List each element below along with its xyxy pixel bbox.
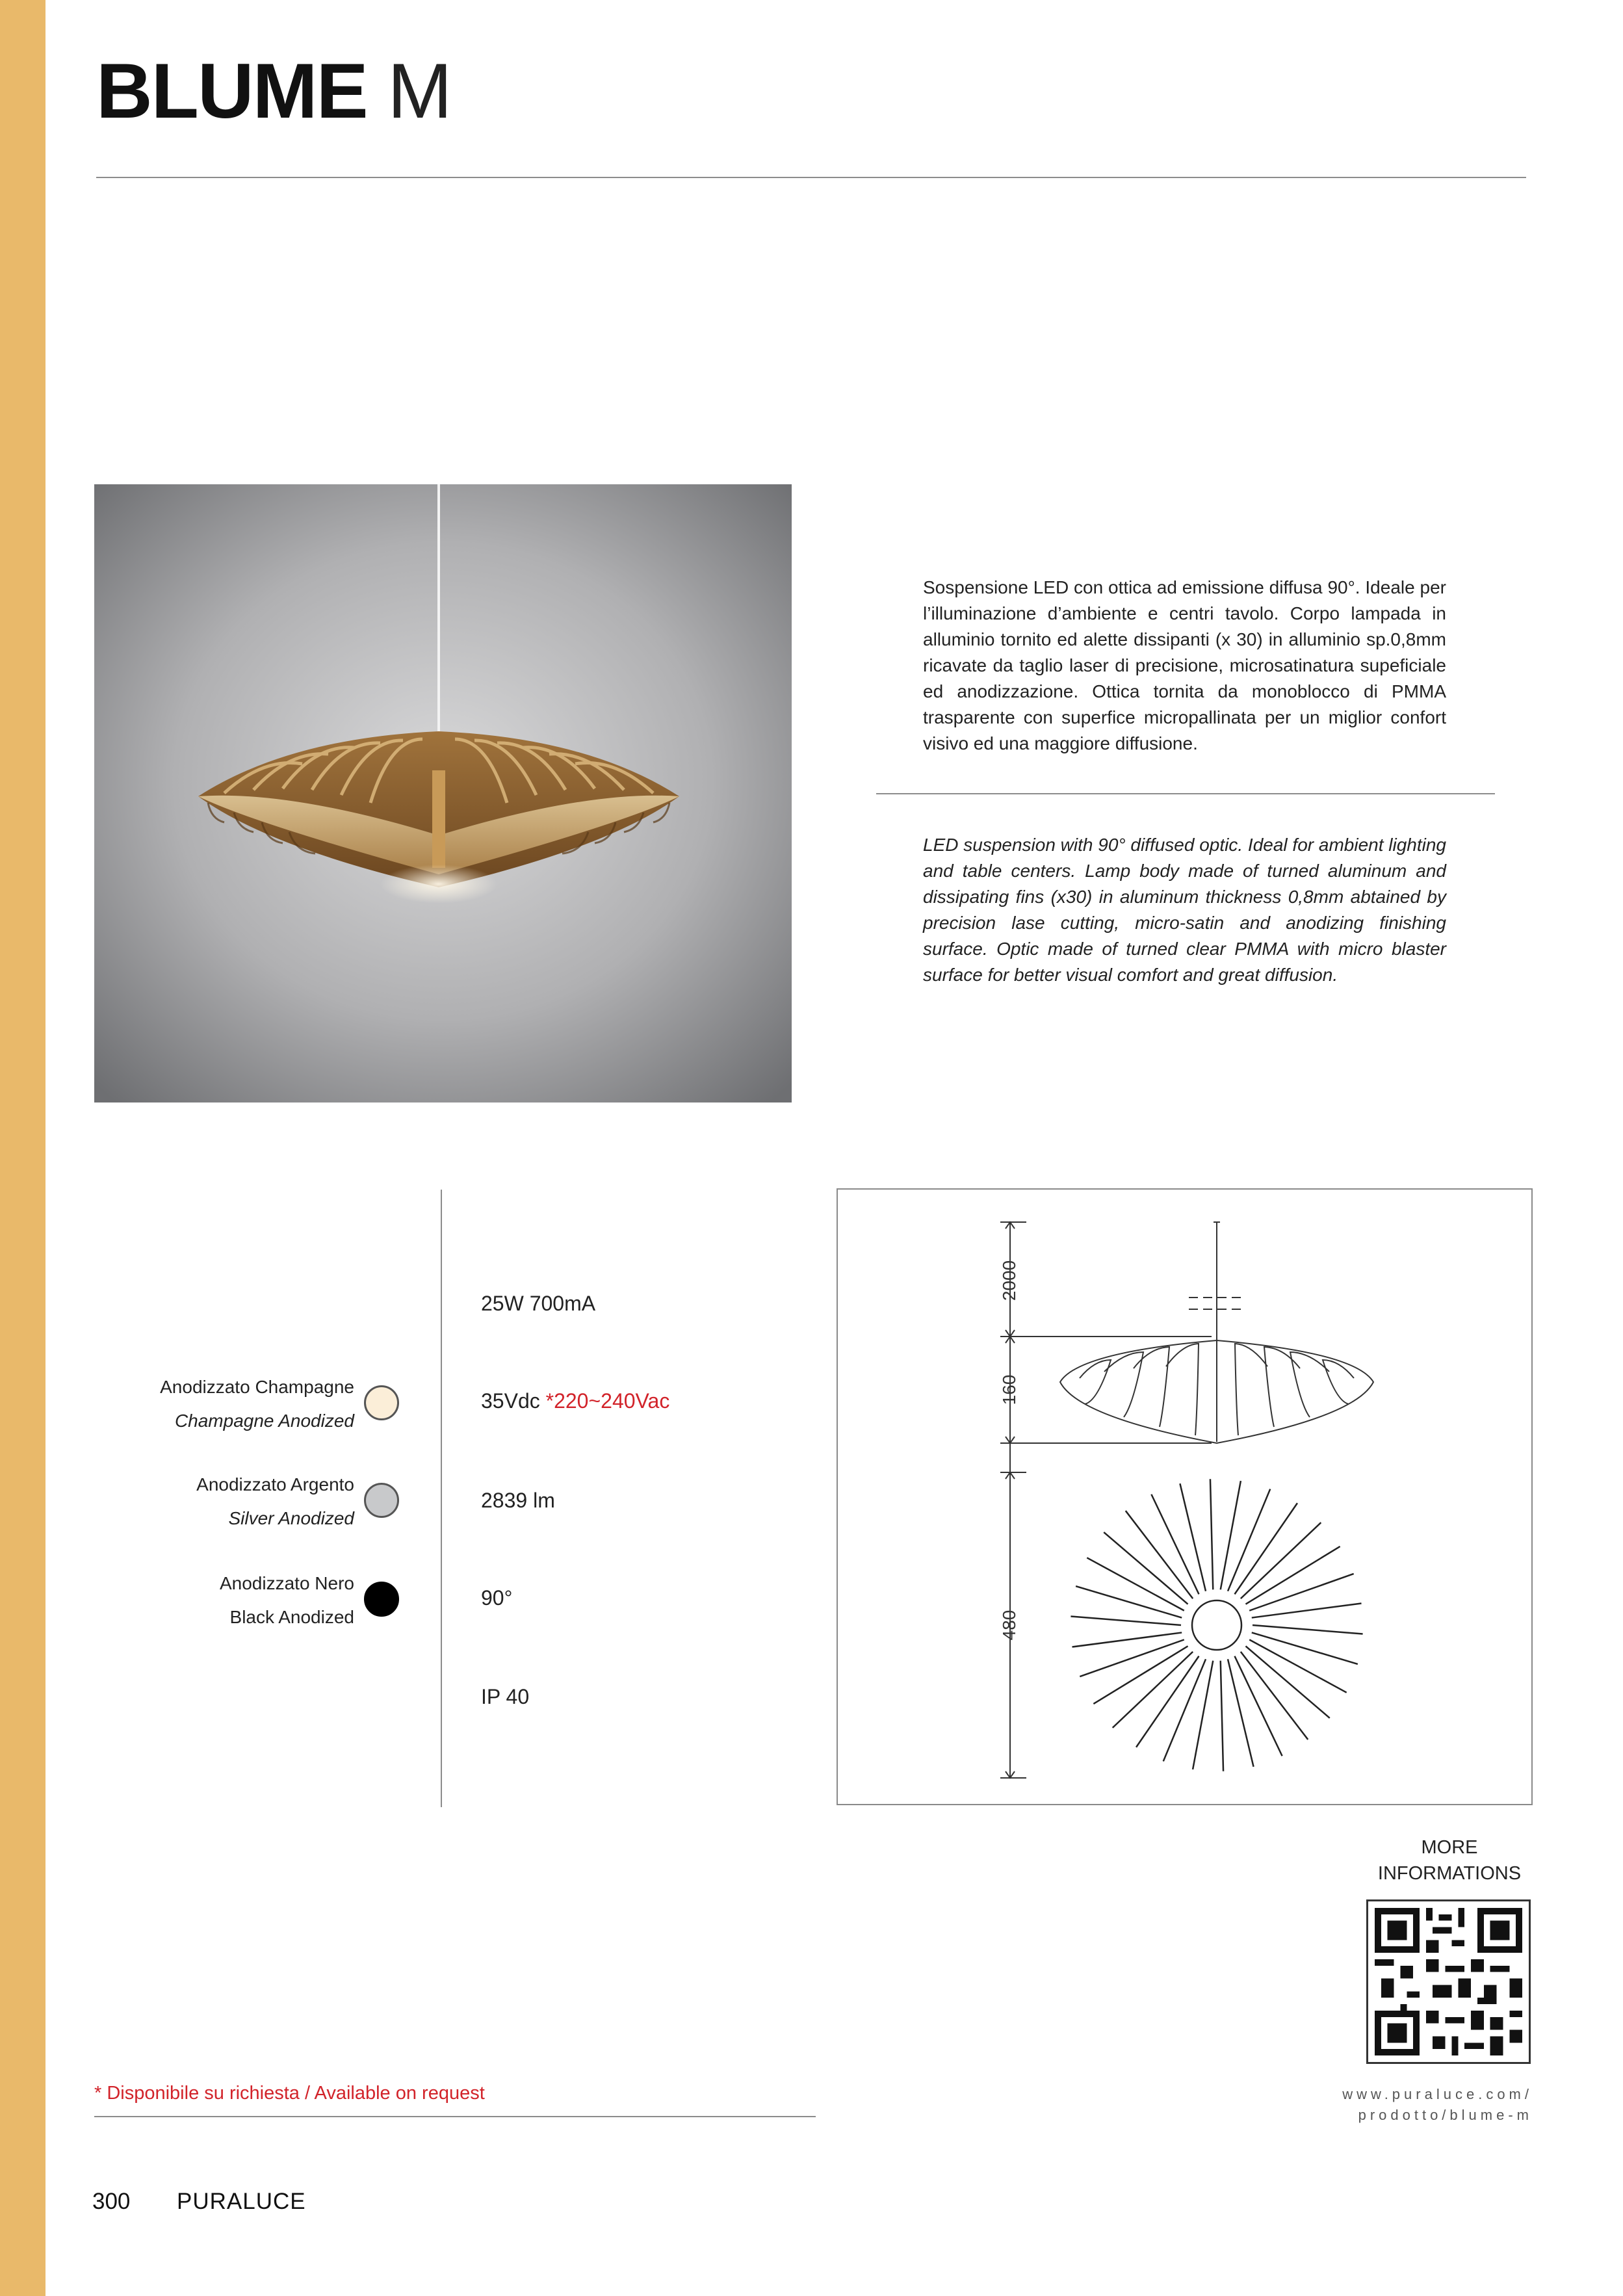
accent-stripe (0, 0, 45, 2296)
spec-lumen: 2839 lm (481, 1489, 555, 1512)
fin-line (1076, 1586, 1182, 1617)
title-divider (96, 177, 1526, 178)
description-divider (876, 793, 1495, 794)
swatch-black (364, 1582, 399, 1617)
fin-line (1252, 1604, 1362, 1618)
product-url-line2[interactable]: prodotto/blume-m (1358, 2107, 1533, 2123)
fin-line (1113, 1652, 1193, 1728)
finish-silver: Anodizzato Argento Silver Anodized (196, 1474, 354, 1528)
spec-beam-angle: 90° (481, 1586, 513, 1610)
spec-voltage: 35Vdc *220~240Vac (481, 1389, 670, 1413)
fin-line (1193, 1661, 1213, 1769)
dimension-height: 160 (999, 1374, 1019, 1405)
footer-divider (94, 2116, 816, 2117)
dimension-diameter: 480 (999, 1610, 1019, 1641)
fin-line (1136, 1656, 1199, 1747)
fin-line (1126, 1511, 1193, 1598)
brand-name: PURALUCE (177, 2189, 306, 2214)
fin-line (1180, 1483, 1206, 1591)
finish-champagne: Anodizzato Champagne Champagne Anodized (160, 1377, 354, 1431)
finish-black: Anodizzato Nero Black Anodized (219, 1573, 354, 1627)
description-english: LED suspension with 90° diffused optic. Ideal for ambient lighting and table centers. Lamp body made of turned aluminum and dissipating fins (x30) in aluminum thickness 0,8mm abtained by precision lase cutting, micro-satin and anodizing finishing surface. Optic made of turned clear PMMA with micro blaster surface for better visual comfort and great diffusion. (923, 835, 1446, 985)
product-photo (94, 484, 792, 1102)
fin-line (1241, 1522, 1321, 1598)
specs-divider (441, 1190, 442, 1807)
dimension-cable: 2000 (999, 1260, 1019, 1301)
product-url-line1[interactable]: www.puraluce.com/ (1342, 2086, 1533, 2102)
technical-drawing (837, 1188, 1533, 1805)
fin-line (1235, 1503, 1297, 1594)
fin-line (1228, 1659, 1254, 1766)
spec-ip-rating: IP 40 (481, 1685, 530, 1708)
fin-line (1252, 1632, 1358, 1663)
qr-code[interactable] (1366, 1899, 1531, 2064)
fin-line (1087, 1558, 1184, 1610)
fin-line (1249, 1639, 1346, 1692)
fin-line (1221, 1661, 1223, 1771)
swatch-champagne (364, 1385, 399, 1420)
spec-power: 25W 700mA (481, 1292, 596, 1315)
more-info-label: MORE INFORMATIONS (1377, 1837, 1522, 1884)
description-italian: Sospensione LED con ottica ad emissione diffusa 90°. Ideale per l’illuminazione d’ambiente e centri tavolo. Corpo lampada in alluminio tornito ed alette dissipanti (x 30) in alluminio sp.0,8mm ricavate da taglio laser di precisione, microsatinatura supeficiale ed anodizzazione. Ottica tornita da monoblocco di PMMA trasparente con superfice micropallinata per un miglior confort visivo ed una maggiore diffusione. (923, 577, 1446, 753)
fin-line (1253, 1625, 1363, 1634)
fin-line (1072, 1632, 1182, 1647)
fin-line (1241, 1652, 1308, 1740)
fin-line (1071, 1617, 1181, 1625)
page-number: 300 (92, 2189, 131, 2214)
product-title: BLUME M (96, 47, 451, 135)
availability-note: * Disponibile su richiesta / Available on request (94, 2083, 485, 2104)
swatch-silver (364, 1483, 399, 1518)
fin-line (1221, 1481, 1241, 1589)
fin-line (1210, 1479, 1213, 1589)
